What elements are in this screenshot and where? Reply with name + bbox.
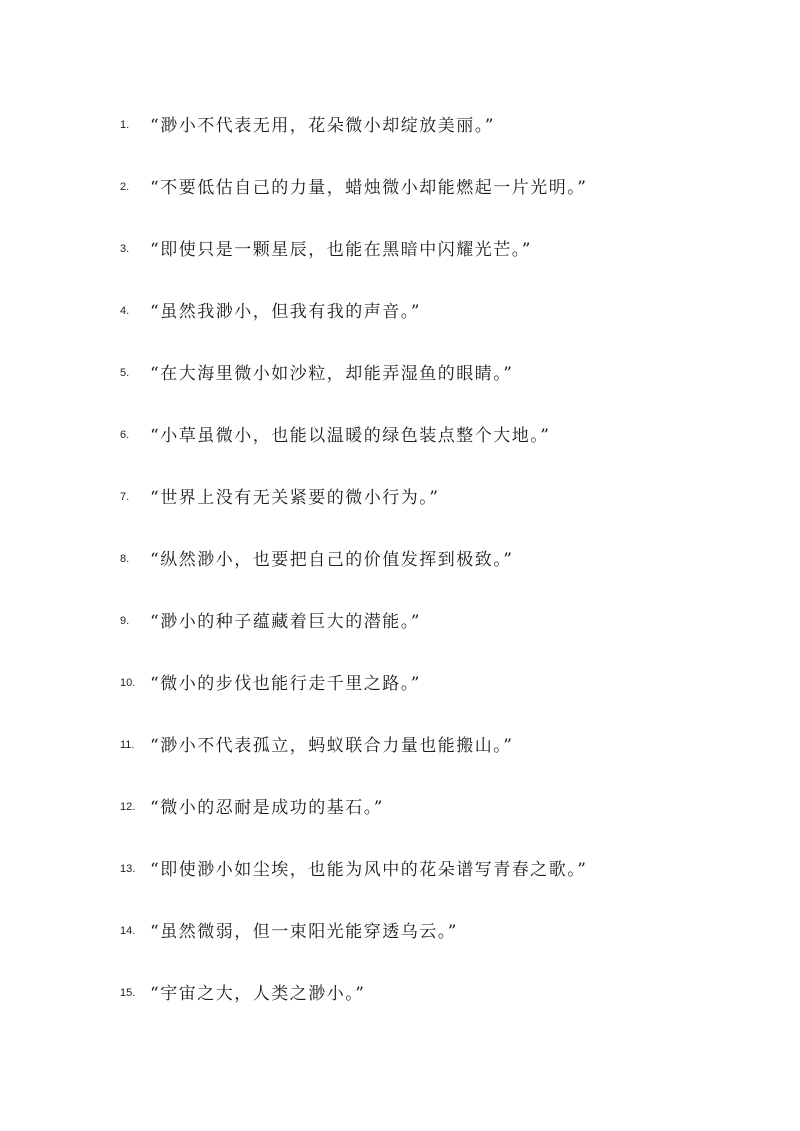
item-number: 3. <box>120 243 130 255</box>
item-number: 5. <box>120 367 130 379</box>
quote-list <box>120 92 760 1022</box>
quote-text: “在大海里微小如沙粒，却能弄湿鱼的眼睛。” <box>150 363 514 384</box>
list-item <box>120 960 760 1022</box>
item-number: 6. <box>120 429 130 441</box>
list-item <box>120 92 760 154</box>
item-number: 15. <box>120 987 136 999</box>
list-item <box>120 836 760 898</box>
item-number: 7. <box>120 491 130 503</box>
list-item <box>120 650 760 712</box>
item-number: 1. <box>120 119 130 131</box>
quote-text: “微小的忍耐是成功的基石。” <box>150 797 384 818</box>
item-number: 4. <box>120 305 130 317</box>
item-number: 14. <box>120 925 136 937</box>
item-number: 12. <box>120 801 136 813</box>
quote-text: “即使渺小如尘埃，也能为风中的花朵谱写青春之歌。” <box>150 859 588 880</box>
quote-text: “纵然渺小，也要把自己的价值发挥到极致。” <box>150 549 514 570</box>
item-number: 8. <box>120 553 130 565</box>
item-number: 10. <box>120 677 136 689</box>
quote-text: “小草虽微小，也能以温暖的绿色装点整个大地。” <box>150 425 551 446</box>
list-item <box>120 898 760 960</box>
item-number: 9. <box>120 615 130 627</box>
quote-text: “虽然微弱，但一束阳光能穿透乌云。” <box>150 921 458 942</box>
list-item <box>120 216 760 278</box>
item-number: 2. <box>120 181 130 193</box>
list-item <box>120 278 760 340</box>
quote-text: “微小的步伐也能行走千里之路。” <box>150 673 421 694</box>
quote-text: “虽然我渺小，但我有我的声音。” <box>150 301 421 322</box>
list-item <box>120 340 760 402</box>
quote-text: “渺小不代表无用，花朵微小却绽放美丽。” <box>150 115 495 136</box>
list-item <box>120 774 760 836</box>
list-item <box>120 464 760 526</box>
quote-text: “宇宙之大，人类之渺小。” <box>150 983 366 1004</box>
quote-text: “世界上没有无关紧要的微小行为。” <box>150 487 440 508</box>
item-number: 11. <box>120 739 135 751</box>
quote-text: “不要低估自己的力量，蜡烛微小却能燃起一片光明。” <box>150 177 588 198</box>
item-number: 13. <box>120 863 136 875</box>
quote-text: “即使只是一颗星辰，也能在黑暗中闪耀光芒。” <box>150 239 532 260</box>
list-item <box>120 588 760 650</box>
quote-text: “渺小的种子蕴藏着巨大的潜能。” <box>150 611 421 632</box>
list-item <box>120 154 760 216</box>
quote-text: “渺小不代表孤立，蚂蚁联合力量也能搬山。” <box>150 735 514 756</box>
list-item <box>120 402 760 464</box>
list-item <box>120 526 760 588</box>
list-item <box>120 712 760 774</box>
